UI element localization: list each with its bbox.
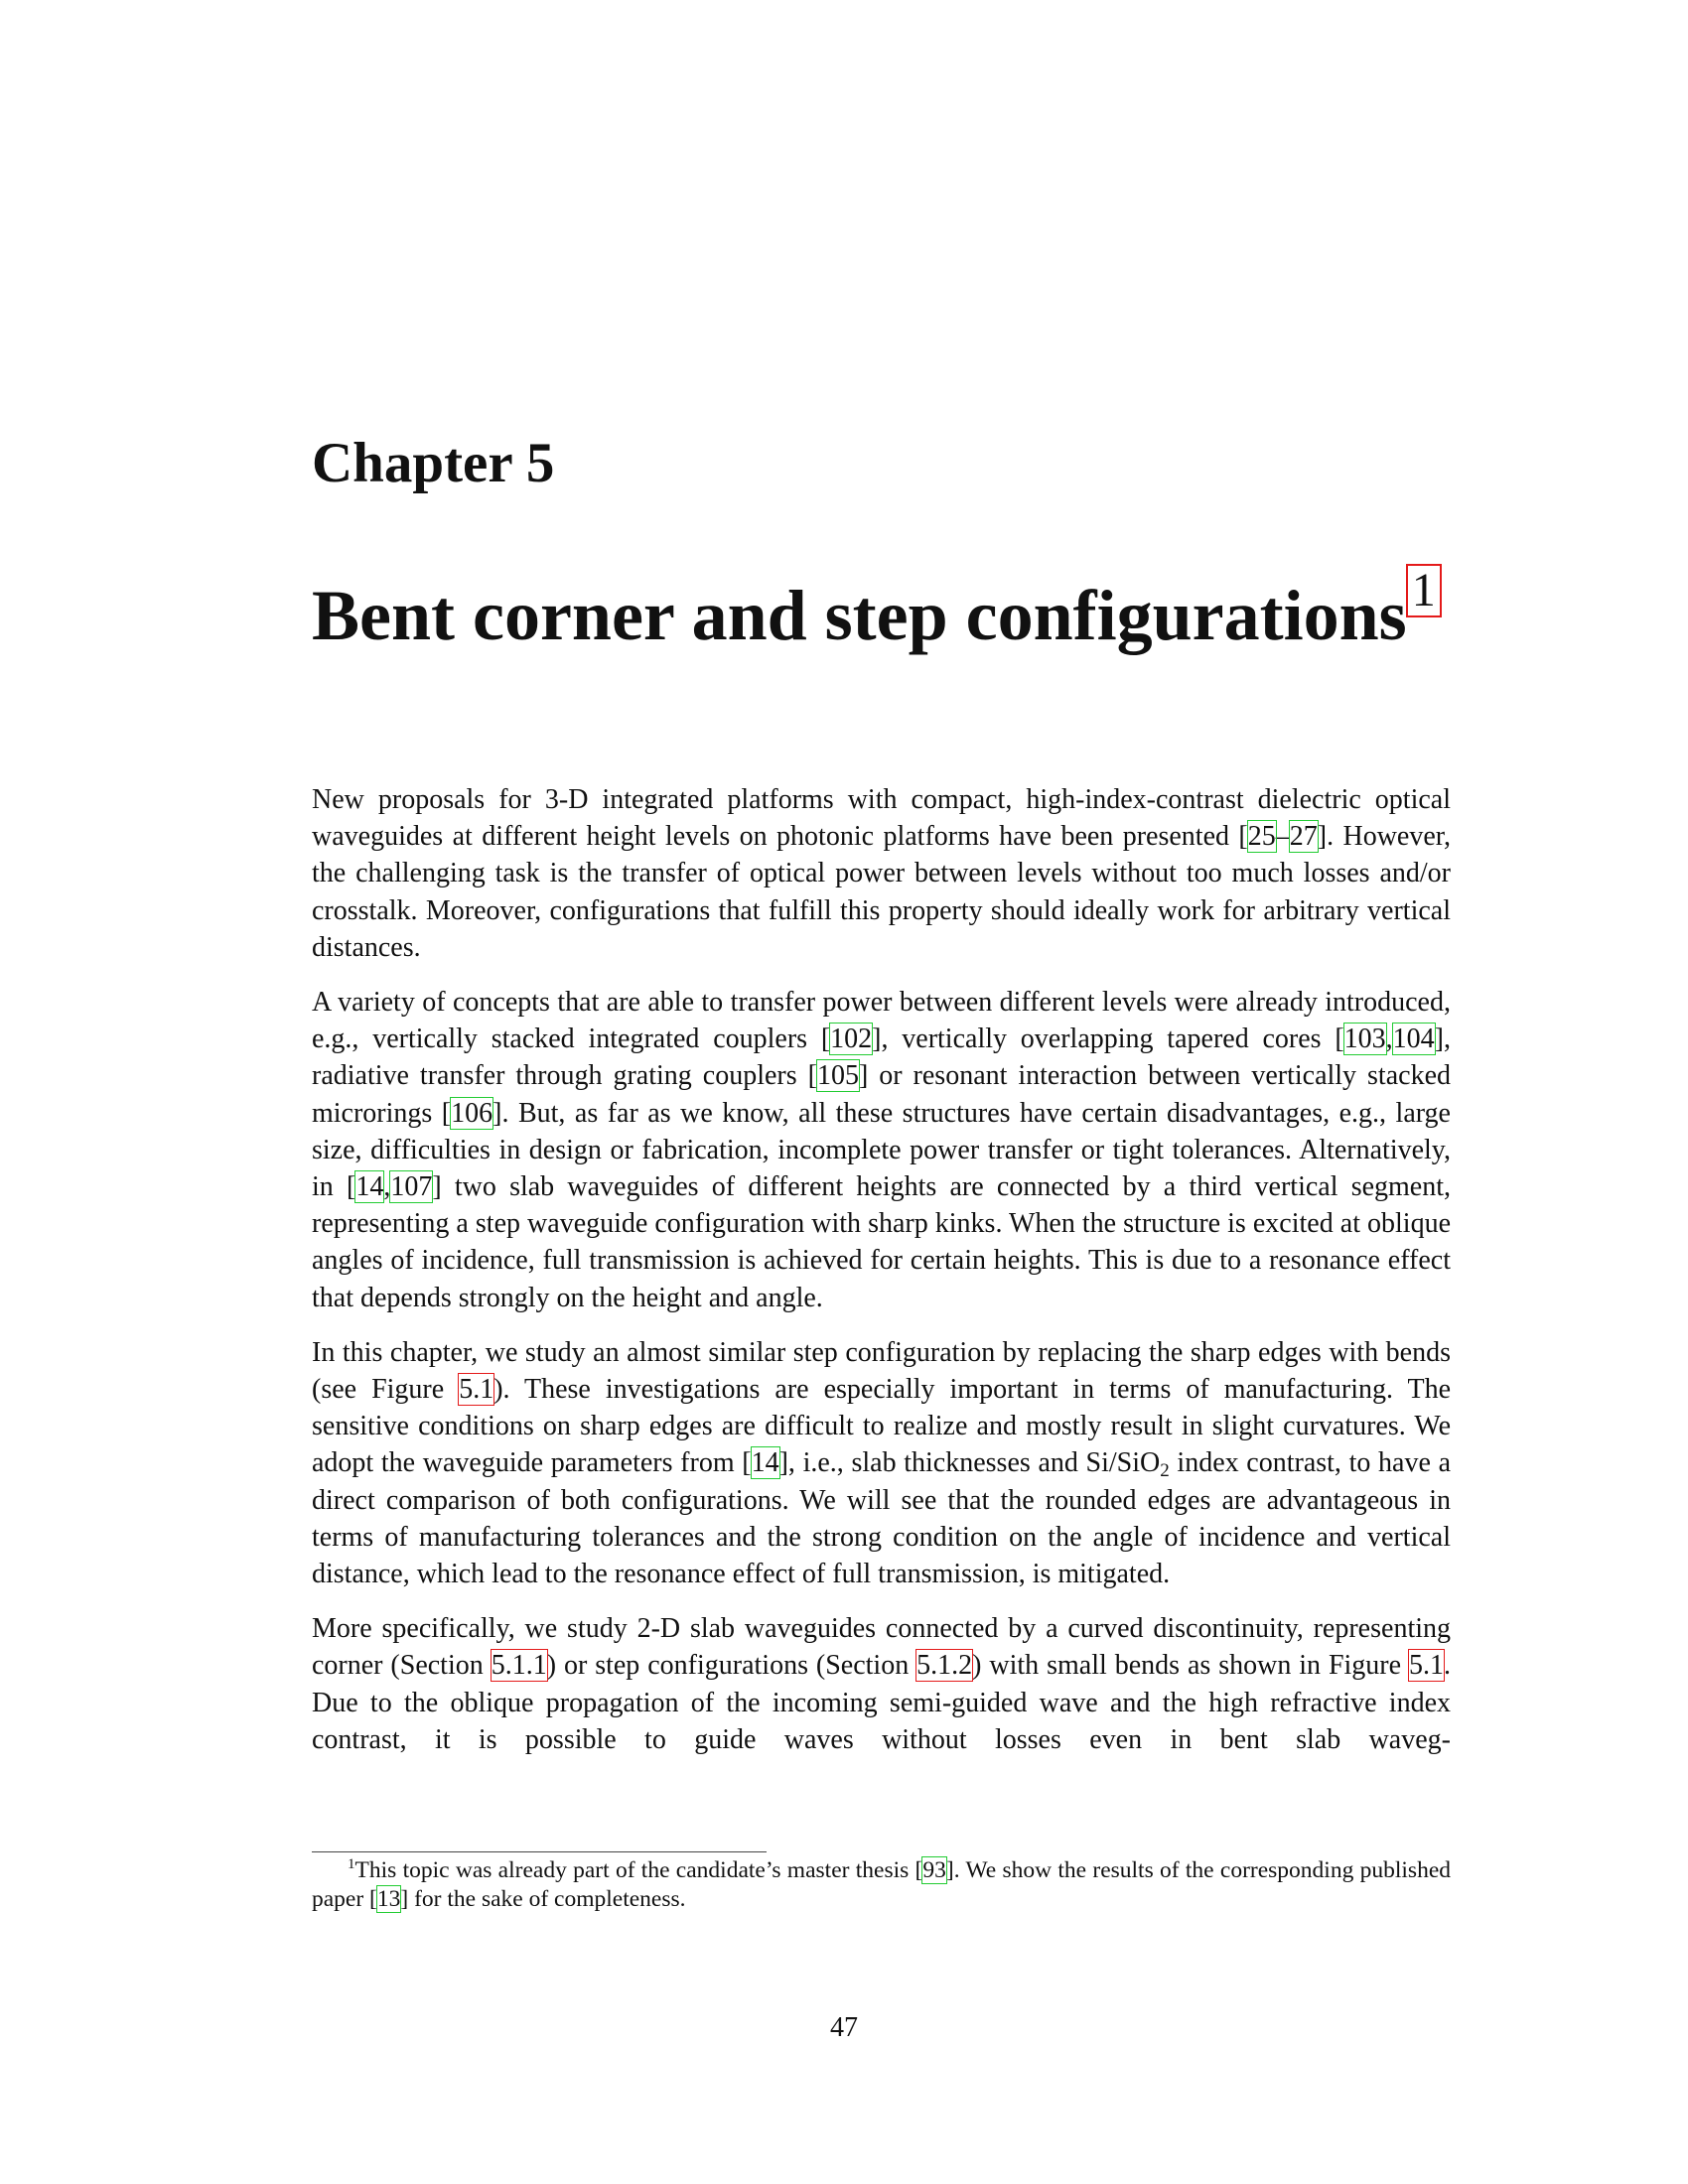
citation-link[interactable]: 103 — [1343, 1024, 1386, 1055]
text-run: ] for the sake of completeness. — [400, 1886, 686, 1912]
text-run: ] two slab waveguides of different heights are connected by a third vertical segment, representing a step waveguide configuration with sharp kinks. When the structure is excited at oblique angles of incidence, full transmission is achieved for certain heights. This is due to a resonance effect that depends strongly on the height and angle. — [312, 1171, 1452, 1313]
citation-link[interactable]: 106 — [451, 1097, 493, 1129]
citation-link[interactable]: 107 — [390, 1171, 433, 1203]
text-run: index contrast, to have a direct comparison of both configurations. We will see that the rounded edges are advantageous in terms of manufacturing tolerances and the strong condition on the angle of incidence and vertical distance, which lead to the resonance effect of full transmission, is mitigated. — [312, 1447, 1451, 1590]
text-run: ], vertically overlapping tapered cores [ — [872, 1024, 1344, 1055]
text-run: ], i.e., slab thicknesses and Si/SiO — [778, 1447, 1161, 1479]
text-run: ). These investigations are especially important in terms of manufacturing. The sensitive conditions on sharp edges are difficult to realize and mostly result in slight curvatures. We adopt the waveguide parameters from [ — [312, 1374, 1451, 1479]
paragraph-4 — [312, 1610, 1451, 1758]
subscript: 2 — [1160, 1460, 1170, 1482]
paragraph-1 — [312, 781, 1451, 966]
citation-link[interactable]: 14 — [751, 1447, 779, 1479]
citation-link[interactable]: 14 — [355, 1171, 384, 1203]
text-run: In this chapter, we study an almost similar step configuration by replacing the sharp edges with bends (see Figure — [312, 1336, 1451, 1406]
chapter-title — [312, 564, 1440, 655]
citation-link[interactable]: 13 — [376, 1886, 401, 1912]
citation-link[interactable]: 27 — [1289, 821, 1318, 853]
section-reference-link[interactable]: 5.1.2 — [916, 1650, 973, 1682]
figure-reference-link[interactable]: 5.1 — [1409, 1650, 1444, 1682]
text-run: , — [1385, 1024, 1393, 1055]
footnote-text — [312, 1856, 1451, 1914]
text-run: ) or step configurations (Section — [546, 1650, 917, 1682]
citation-link[interactable]: 25 — [1247, 821, 1276, 853]
text-run: ) with small bends as shown in Figure — [972, 1650, 1409, 1682]
text-run: More specifically, we study 2-D slab waveguides connected by a curved discontinuity, representing corner (Section — [312, 1613, 1451, 1682]
page-number: 47 — [830, 2012, 858, 2043]
text-run: New proposals for 3-D integrated platforms with compact, high-index-contrast dielectric optical waveguides at different height levels on photonic platforms have been presented [ — [312, 784, 1451, 853]
footnote-marker: 1 — [348, 1856, 355, 1873]
title-footnote-link[interactable]: 1 — [1408, 566, 1440, 615]
chapter-title-text: Bent corner and step configurations — [312, 576, 1407, 655]
text-run: , — [383, 1171, 391, 1203]
text-run: – — [1275, 821, 1290, 853]
text-run: This topic was already part of the candidate’s master thesis [ — [354, 1857, 923, 1883]
footnote — [312, 1856, 1451, 1914]
text-run: ]. However, the challenging task is the transfer of optical power between levels without too much losses and/or crosstalk. Moreover, configurations that fulfill this property should ideally work for arbitrary vertical distances. — [312, 821, 1451, 963]
citation-link[interactable]: 104 — [1392, 1024, 1435, 1055]
text-run: ]. We show the results of the corresponding published paper [ — [312, 1857, 1452, 1912]
text-run: ], radiative transfer through grating couplers [ — [312, 1024, 1451, 1092]
section-reference-link[interactable]: 5.1.1 — [491, 1650, 547, 1682]
paragraph-2 — [312, 984, 1451, 1316]
text-run: ] or resonant interaction between vertically stacked microrings [ — [312, 1060, 1451, 1129]
citation-link[interactable]: 102 — [830, 1024, 873, 1055]
citation-link[interactable]: 93 — [922, 1857, 946, 1883]
footnote-divider — [312, 1851, 767, 1852]
text-run: ]. But, as far as we know, all these structures have certain disadvantages, e.g., large size, difficulties in design or fabrication, incomplete power transfer or tight tolerances. Alternatively, in [ — [312, 1097, 1451, 1203]
chapter-label: Chapter 5 — [312, 432, 555, 494]
figure-reference-link[interactable]: 5.1 — [459, 1374, 494, 1406]
citation-link[interactable]: 105 — [816, 1060, 859, 1092]
text-run: . Due to the oblique propagation of the incoming semi-guided wave and the high refractive index contrast, it is possible to guide waves without losses even in bent slab waveg- — [312, 1650, 1451, 1755]
paragraph-3 — [312, 1334, 1451, 1592]
text-run: A variety of concepts that are able to transfer power between different levels were already introduced, e.g., vertically stacked integrated couplers [ — [312, 987, 1451, 1055]
body-text — [312, 781, 1451, 1758]
